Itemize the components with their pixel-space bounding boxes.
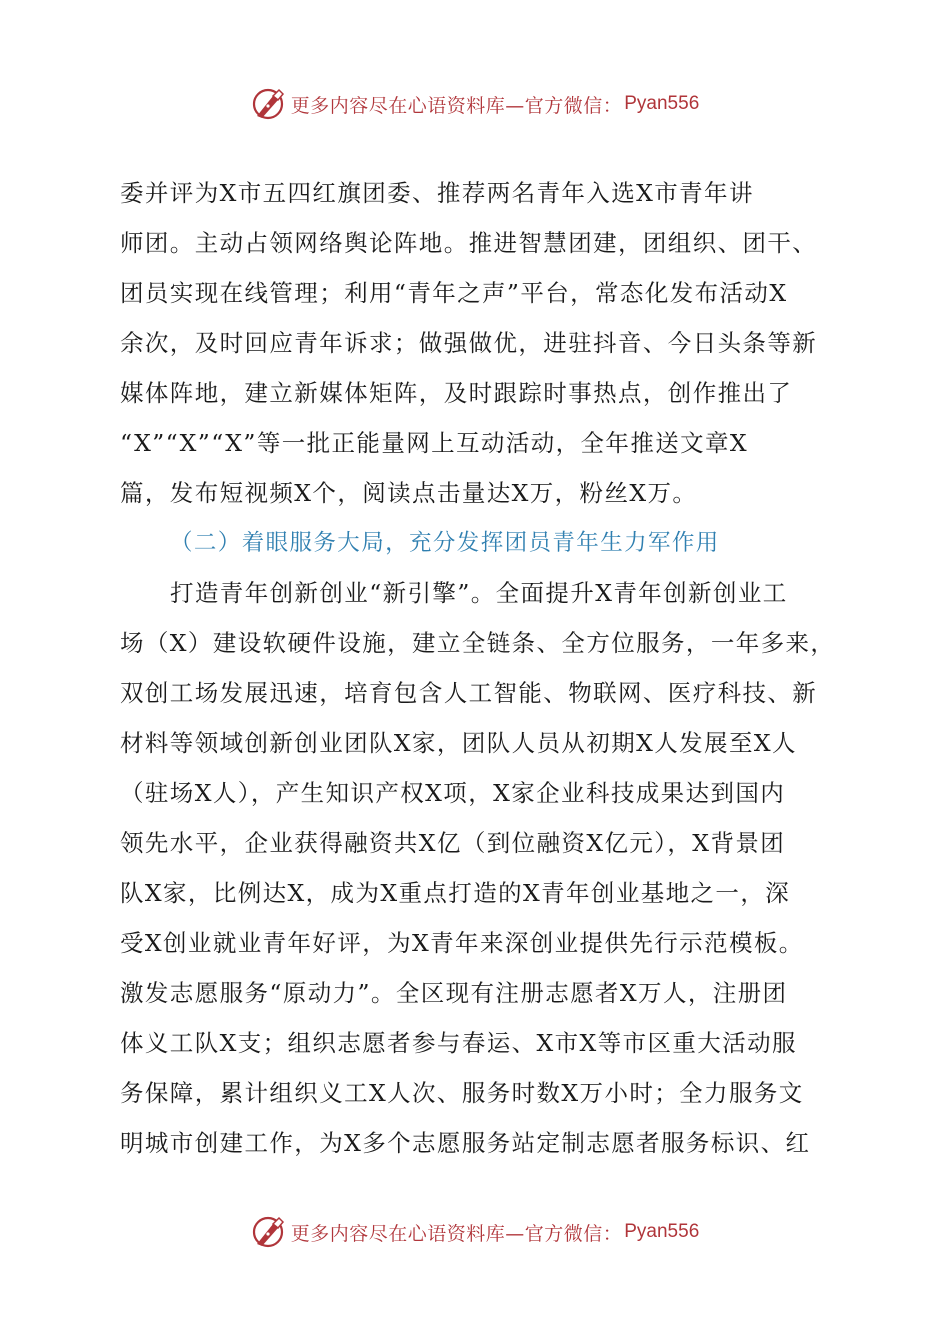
body-line: 余次，及时回应青年诉求；做强做优，进驻抖音、今日头条等新 (120, 329, 818, 357)
body-line: 篇，发布短视频X个，阅读点击量达X万，粉丝X万。 (120, 479, 698, 507)
body-line: 领先水平，企业获得融资共X亿（到位融资X亿元），X背景团 (120, 829, 786, 857)
body-line: 激发志愿服务“原动力”。全区现有注册志愿者X万人，注册团 (120, 979, 788, 1007)
body-line: 材料等领域创新创业团队X家，团队人员从初期X人发展至X人 (120, 729, 797, 757)
body-line: 师团。主动占领网络舆论阵地。推进智慧团建，团组织、团干、 (120, 229, 818, 257)
body-line: 场（X）建设软硬件设施，建立全链条、全方位服务，一年多来， (120, 629, 836, 657)
banner-text: 更多内容尽在心语资料库—官方微信： (290, 1222, 623, 1245)
body-line: 队X家，比例达X，成为X重点打造的X青年创业基地之一，深 (120, 879, 791, 907)
header-banner (0, 84, 950, 124)
banner-wechat-id: Pyan556 (624, 1221, 700, 1242)
body-line: “X”“X”“X”等一批正能量网上互动活动，全年推送文章X (120, 429, 749, 457)
body-line: 务保障，累计组织义工X人次、服务时数X万小时；全力服务文 (120, 1079, 804, 1107)
body-line: 委并评为X市五四红旗团委、推荐两名青年入选X市青年讲 (120, 179, 754, 207)
paragraph-start-line: 打造青年创新创业“新引擎”。全面提升X青年创新创业工 (170, 579, 788, 607)
body-line: 体义工队X支；组织志愿者参与春运、X市X等市区重大活动服 (120, 1029, 797, 1057)
body-line: 团员实现在线管理；利用“青年之声”平台，常态化发布活动X (120, 279, 788, 307)
footer-banner (0, 1212, 950, 1252)
pen-nib-logo-icon (251, 86, 287, 122)
body-line: 受X创业就业青年好评，为X青年来深创业提供先行示范模板。 (120, 929, 804, 957)
pen-nib-logo-icon (251, 1214, 287, 1250)
body-line: 双创工场发展迅速，培育包含人工智能、物联网、医疗科技、新 (120, 679, 818, 707)
banner-wechat-id: Pyan556 (624, 93, 700, 114)
banner-text: 更多内容尽在心语资料库—官方微信： (290, 94, 623, 117)
body-line: （驻场X人），产生知识产权X项，X家企业科技成果达到国内 (120, 779, 786, 807)
body-line: 媒体阵地，建立新媒体矩阵，及时跟踪时事热点，创作推出了 (120, 379, 793, 407)
body-line: 明城市创建工作，为X多个志愿服务站定制志愿者服务标识、红 (120, 1129, 811, 1157)
section-heading: （二）着眼服务大局，充分发挥团员青年生力军作用 (170, 530, 720, 556)
document-body (120, 168, 840, 1168)
